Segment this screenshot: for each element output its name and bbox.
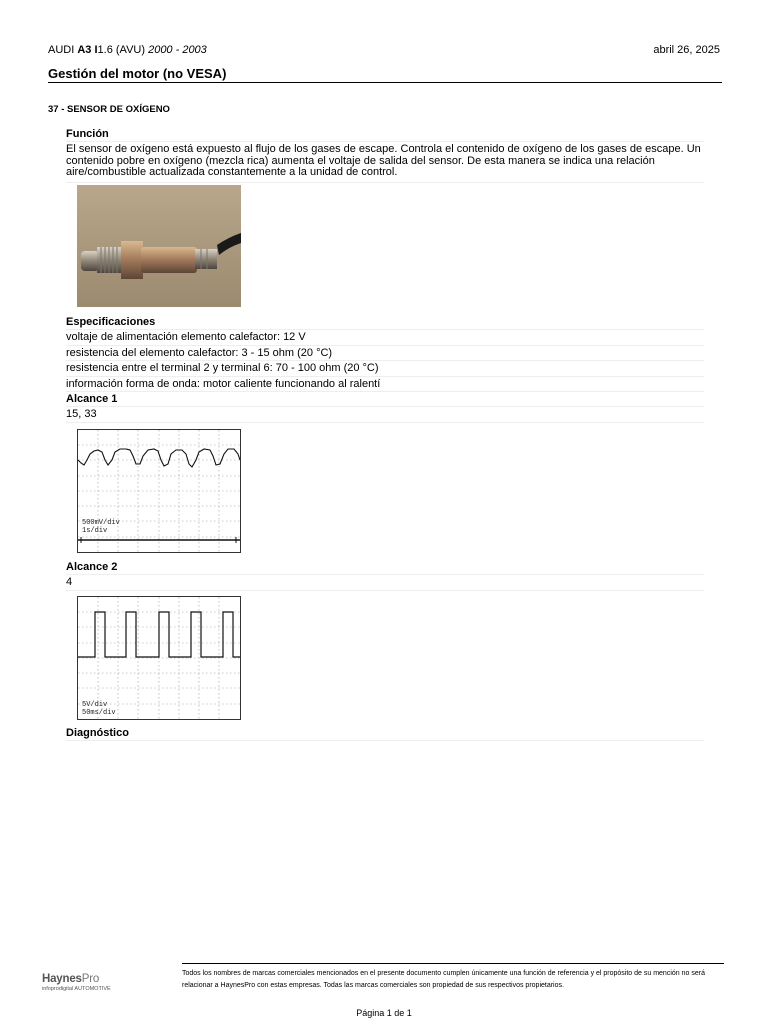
scope2-time-div: 50ms/div — [82, 709, 116, 717]
spec-row: información forma de onda: motor caliente funcionando al ralentí — [66, 377, 704, 393]
logo-main-text: Haynes — [42, 973, 82, 985]
scope1-pins: 15, 33 — [66, 407, 704, 423]
scope2-pins: 4 — [66, 575, 704, 591]
engine-prefix: I — [94, 44, 98, 56]
vehicle-engine: 1.6 (AVU) — [97, 44, 146, 56]
vehicle-model: A3 — [77, 44, 92, 56]
spec-row: voltaje de alimentación elemento calefactor: 12 V — [66, 330, 704, 346]
footer-divider — [182, 963, 724, 964]
scope2-section — [66, 560, 704, 591]
scope1-waveform — [77, 429, 241, 553]
footer-disclaimer: Todos los nombres de marcas comerciales mencionados en el presente documento cumplen únicamente una función de referencia y el propósito de su mención no será relacionar a HaynesPro con estas empresas. Todas las marcas comerciales son propiedad de sus respectivos propietarios. — [182, 970, 705, 989]
logo-subtitle: infoprodigital AUTOMOTIVE — [42, 986, 111, 992]
page-title: Gestión del motor (no VESA) — [48, 66, 227, 81]
specifications-heading: Especificaciones — [66, 315, 704, 330]
logo-accent-text: Pro — [81, 973, 100, 985]
scope2-waveform — [77, 596, 241, 720]
diagnosis-section — [66, 726, 704, 741]
scope1-time-div: 1s/div — [82, 527, 108, 535]
spec-row: resistencia entre el terminal 2 y terminal 6: 70 - 100 ohm (20 °C) — [66, 361, 704, 377]
function-heading: Función — [66, 127, 704, 142]
section-heading: 37 - SENSOR DE OXÍGENO — [48, 104, 170, 115]
specifications-section — [66, 315, 704, 423]
vehicle-make: AUDI — [48, 44, 75, 56]
scope1-heading: Alcance 1 — [66, 392, 704, 407]
spec-row: resistencia del elemento calefactor: 3 - 15 ohm (20 °C) — [66, 346, 704, 362]
document-date: abril 26, 2025 — [653, 44, 720, 56]
diagnosis-heading: Diagnóstico — [66, 726, 704, 741]
page-number: Página 1 de 1 — [356, 1008, 412, 1018]
scope2-volts-div: 5V/div — [82, 701, 108, 709]
vehicle-info — [48, 44, 207, 56]
haynespro-logo — [42, 973, 111, 992]
title-divider — [48, 82, 722, 83]
function-text: El sensor de oxígeno está expuesto al flujo de los gases de escape. Controla el contenido de oxígeno de los gases de escape. Un contenido pobre en oxígeno (mezcla rica) aumenta el voltaje de salida del sensor. De esta manera se indica una relación aire/combustible actualizada constantemente a la unidad de control. — [66, 142, 704, 183]
scope2-heading: Alcance 2 — [66, 560, 704, 575]
scope1-volts-div: 500mV/div — [82, 519, 120, 527]
document-header — [48, 44, 720, 56]
vehicle-years: 2000 - 2003 — [148, 44, 207, 56]
function-section — [66, 127, 704, 183]
oxygen-sensor-photo — [77, 185, 241, 307]
